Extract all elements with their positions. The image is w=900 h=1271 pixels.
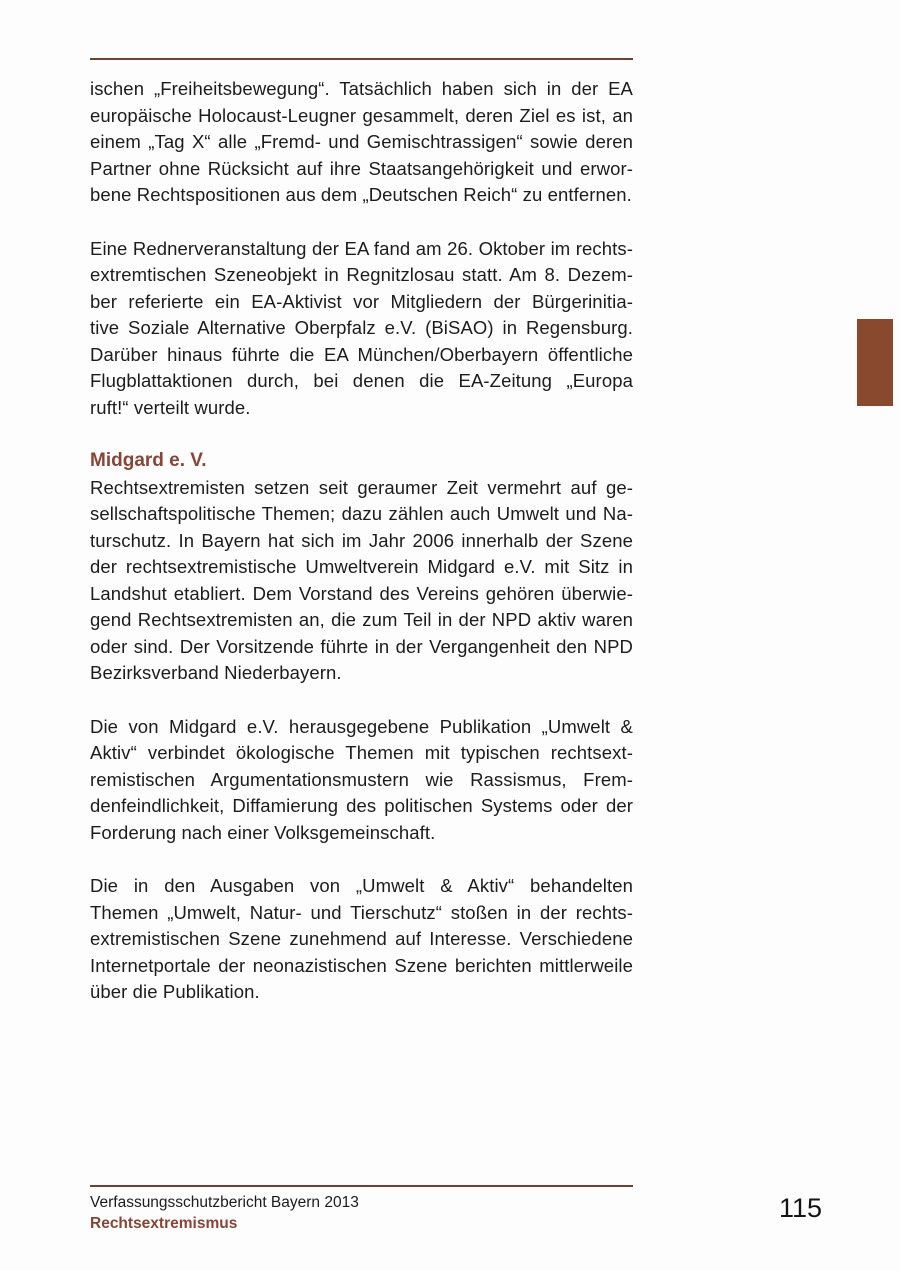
paragraph-3: Rechtsextremisten setzen seit geraumer Zeit vermehrt auf ge- sellschaftspolitische Themen; dazu zählen auch Umwelt und Na- turschutz. In Bayern hat sich im Jahr 2006 innerhalb der Szene der rechtsextremistische Umweltverein Midgard e.V. mit Sitz in Landshut etabliert. Dem Vorstand des Vereins gehören überwie- gend Rechtsextremisten an, die zum Teil in der NPD aktiv waren oder sind. Der Vorsitzende führte in der Vergangenheit den NPD Bezirksverband Niederbayern. — [90, 476, 633, 683]
section-heading-midgard: Midgard e. V. — [90, 450, 207, 471]
footer-chapter-label: Rechtsextremismus — [90, 1214, 238, 1232]
body-text-column — [90, 60, 633, 1033]
page-number: 115 — [778, 1193, 822, 1223]
paragraph-2: Eine Rednerveranstaltung der EA fand am 26. Oktober im rechts- extremtischen Szeneobjekt in Regnitzlosau statt. Am 8. Dezem- ber referierte ein EA-Aktivist vor Mitgliedern der Bürgerinitia- tive Soziale Alternative Oberpfalz e.V. (BiSAO) in Regensburg. Darüber hinaus führte die EA München/Oberbayern öffentliche Flugblattaktionen durch, bei denen die EA-Zeitung „Europa ruft!“ verteilt wurde. — [90, 237, 633, 418]
footer — [90, 1193, 359, 1234]
paragraph-5: Die in den Ausgaben von „Umwelt & Aktiv“ behandelten Themen „Umwelt, Natur- und Tierschutz“ stoßen in der rechts- extremistischen Szene zunehmend auf Interesse. Verschiedene Internetportale der neonazistischen Szene berichten mittlerweile über die Publikation. — [90, 875, 633, 1002]
paragraph-4: Die von Midgard e.V. herausgegebene Publikation „Umwelt & Aktiv“ verbindet ökologische Themen mit typischen rechtsext- remistischen Argumentationsmustern wie Rassismus, Frem- denfeindlichkeit, Diffamierung des politischen Systems oder der Forderung nach einer Volksgemeinschaft. — [90, 715, 633, 843]
chapter-tab-marker — [857, 319, 893, 406]
footer-report-title: Verfassungsschutzbericht Bayern 2013 — [90, 1194, 359, 1211]
footer-rule — [90, 1185, 633, 1187]
paragraph-1: ischen „Freiheitsbewegung“. Tatsächlich haben sich in der EA europäische Holocaust-Leugner gesammelt, deren Ziel es ist, an einem „Tag X“ alle „Fremd- und Gemischtrassigen“ sowie deren Partner ohne Rücksicht auf ihre Staatsangehörigkeit und erwor- bene Rechtspositionen aus dem „Deutschen Reich“ zu entfernen. — [90, 78, 633, 205]
